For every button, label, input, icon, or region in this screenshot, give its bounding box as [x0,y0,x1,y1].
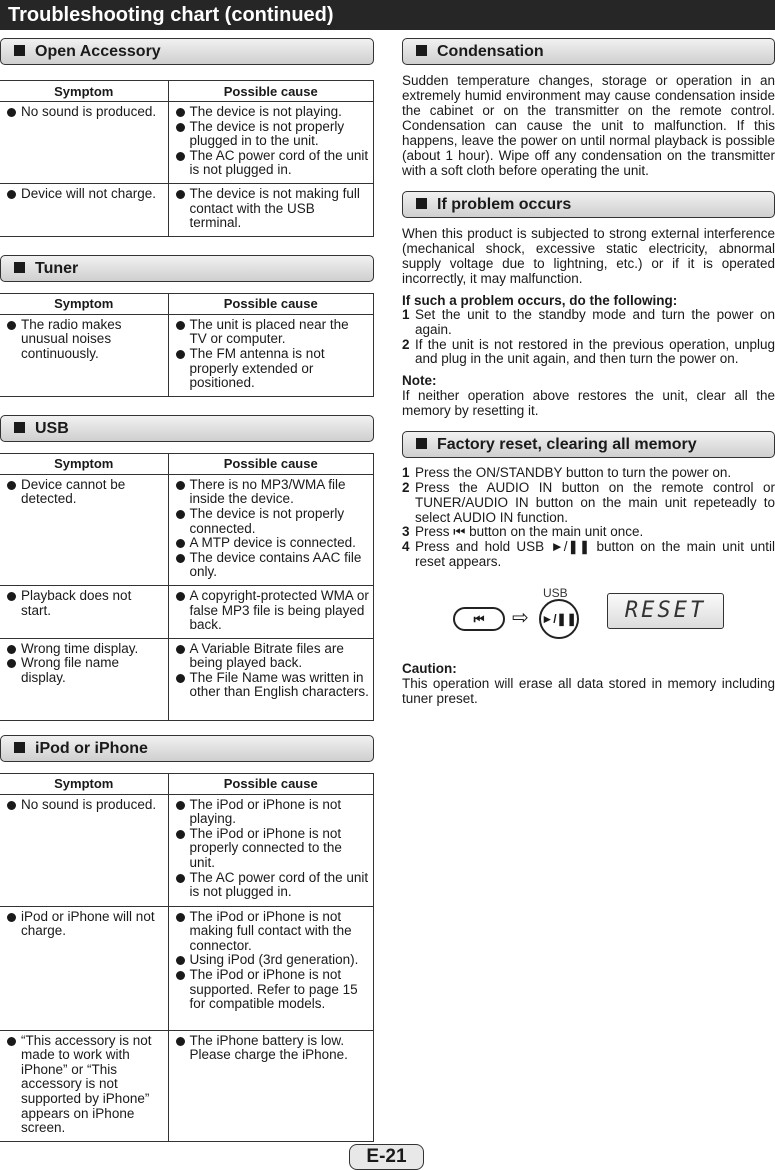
tuner-table [0,293,374,397]
section-header-condensation: Condensation [402,38,775,65]
section-header-problem: If problem occurs [402,191,775,218]
table-row [0,314,374,396]
symptom-item: “This accessory is not made to work with iPhone” or “This accessory is not supported by iPhone” appears on iPhone screen. [6,1034,164,1136]
cause-item: The device is not properly connected. [175,507,370,536]
step-item: 4 Press and hold USB ►/❚❚ button on the main unit until reset appears. [402,539,775,569]
cause-item: The iPod or iPhone is not properly connected to the unit. [175,827,370,871]
note-label: Note: [402,373,437,389]
square-bullet-icon [14,262,25,273]
symptom-item: iPod or iPhone will not charge. [6,910,164,939]
step-item: 3 Press ⏮ button on the main unit once. [402,524,644,540]
symptom-item: No sound is produced. [6,798,164,813]
table-row [0,183,374,236]
cause-item: There is no MP3/WMA file inside the device. [175,478,370,507]
step-item: 2 If the unit is not restored in the previous operation, unplug and plug in the unit again, and then turn the power on. [402,336,775,367]
col-cause: Possible cause [168,293,374,314]
cause-item: The iPhone battery is low. Please charge the iPhone. [175,1034,370,1063]
previous-button-icon: ⏮ [453,607,505,631]
col-cause: Possible cause [168,773,374,794]
square-bullet-icon [14,742,25,753]
page-title: Troubleshooting chart (continued) [8,4,334,26]
cause-item: The iPod or iPhone is not making full contact with the connector. [175,910,370,954]
caution-text: This operation will erase all data stored in memory including tuner preset. [402,675,775,706]
symptom-item: Playback does not start. [6,589,164,618]
step-item: 2 Press the AUDIO IN button on the remote control or TUNER/AUDIO IN button on the main unit repeteadly to select AUDIO IN function. [402,479,775,525]
table-row [0,638,374,720]
cause-item: A copyright-protected WMA or false MP3 file is being played back. [175,589,370,633]
note-text: If neither operation above restores the unit, clear all the memory by resetting it. [402,388,775,419]
square-bullet-icon [416,45,427,56]
col-symptom: Symptom [0,453,168,474]
caution-label: Caution: [402,660,457,676]
cause-item: The device is not making full contact with the USB terminal. [175,187,370,231]
col-symptom: Symptom [0,773,168,794]
symptom-item: Wrong time display. [6,642,164,657]
col-symptom: Symptom [0,81,168,102]
col-cause: Possible cause [168,81,374,102]
table-row [0,585,374,638]
reset-steps [402,466,775,570]
open-accessory-table [0,80,374,237]
square-bullet-icon [416,198,427,209]
square-bullet-icon [416,438,427,449]
table-row [0,474,374,585]
display-panel: RESET [607,593,724,629]
right-column [402,38,775,706]
cause-item: The iPod or iPhone is not playing. [175,798,370,827]
reset-figure [402,586,775,646]
square-bullet-icon [14,422,25,433]
square-bullet-icon [14,45,25,56]
section-header-open-accessory: Open Accessory [0,38,374,65]
symptom-item: Device cannot be detected. [6,478,164,507]
symptom-item: Device will not charge. [6,187,164,202]
symptom-item: The radio makes unusual noises continuously. [6,318,164,362]
section-header-tuner: Tuner [0,255,374,282]
cause-item: The iPod or iPhone is not supported. Refer to page 15 for compatible models. [175,968,370,1012]
problem-subhead: If such a problem occurs, do the following: [402,293,678,308]
cause-item: A MTP device is connected. [175,536,370,551]
ipod-table [0,773,374,1142]
arrow-right-icon: ⇨ [512,606,529,629]
cause-item: A Variable Bitrate files are being played back. [175,642,370,671]
step-item: 1 Set the unit to the standby mode and turn the power on again. [402,307,775,337]
cause-item: The unit is placed near the TV or computer. [175,318,370,347]
problem-text: When this product is subjected to strong external interference (mechanical shock, excessive static electricity, abnormal supply voltage due to lightning, etc.) or if it is operated incorrectly, it may malfunction. [402,226,775,286]
symptom-item: No sound is produced. [6,105,164,120]
usb-table [0,453,374,721]
cause-item: The FM antenna is not properly extended or positioned. [175,347,370,391]
left-column [0,38,374,1142]
cause-item: Using iPod (3rd generation). [175,953,370,968]
step-item: 1 Press the ON/STANDBY button to turn the power on. [402,465,732,481]
table-row [0,794,374,906]
usb-label: USB [543,585,568,600]
table-row [0,906,374,1030]
col-symptom: Symptom [0,293,168,314]
section-header-factory-reset: Factory reset, clearing all memory [402,431,775,458]
section-header-ipod: iPod or iPhone [0,735,374,762]
cause-item: The device contains AAC file only. [175,551,370,580]
problem-steps [402,308,775,367]
cause-item: The AC power cord of the unit is not plugged in. [175,149,370,178]
section-header-usb: USB [0,415,374,442]
table-row [0,102,374,184]
col-cause: Possible cause [168,453,374,474]
cause-item: The File Name was written in other than English characters. [175,671,370,700]
page-number: E-21 [349,1144,424,1170]
symptom-item: Wrong file name display. [6,656,164,685]
condensation-text: Sudden temperature changes, storage or operation in an extremely humid environment may cause condensation inside the cabinet or on the transmitter on the remote control. Condensation can cause the unit to malfunction. If this happens, leave the power on until normal playback is possible (about 1 hour). Wipe off any condensation on the transmitter with a soft cloth before operating the unit. [402,73,775,178]
table-row [0,1030,374,1141]
cause-item: The device is not properly plugged in to the unit. [175,120,370,149]
page-header [0,0,775,30]
cause-item: The device is not playing. [175,105,370,120]
cause-item: The AC power cord of the unit is not plugged in. [175,871,370,900]
play-pause-button-icon: ►/❚❚ [539,599,579,639]
